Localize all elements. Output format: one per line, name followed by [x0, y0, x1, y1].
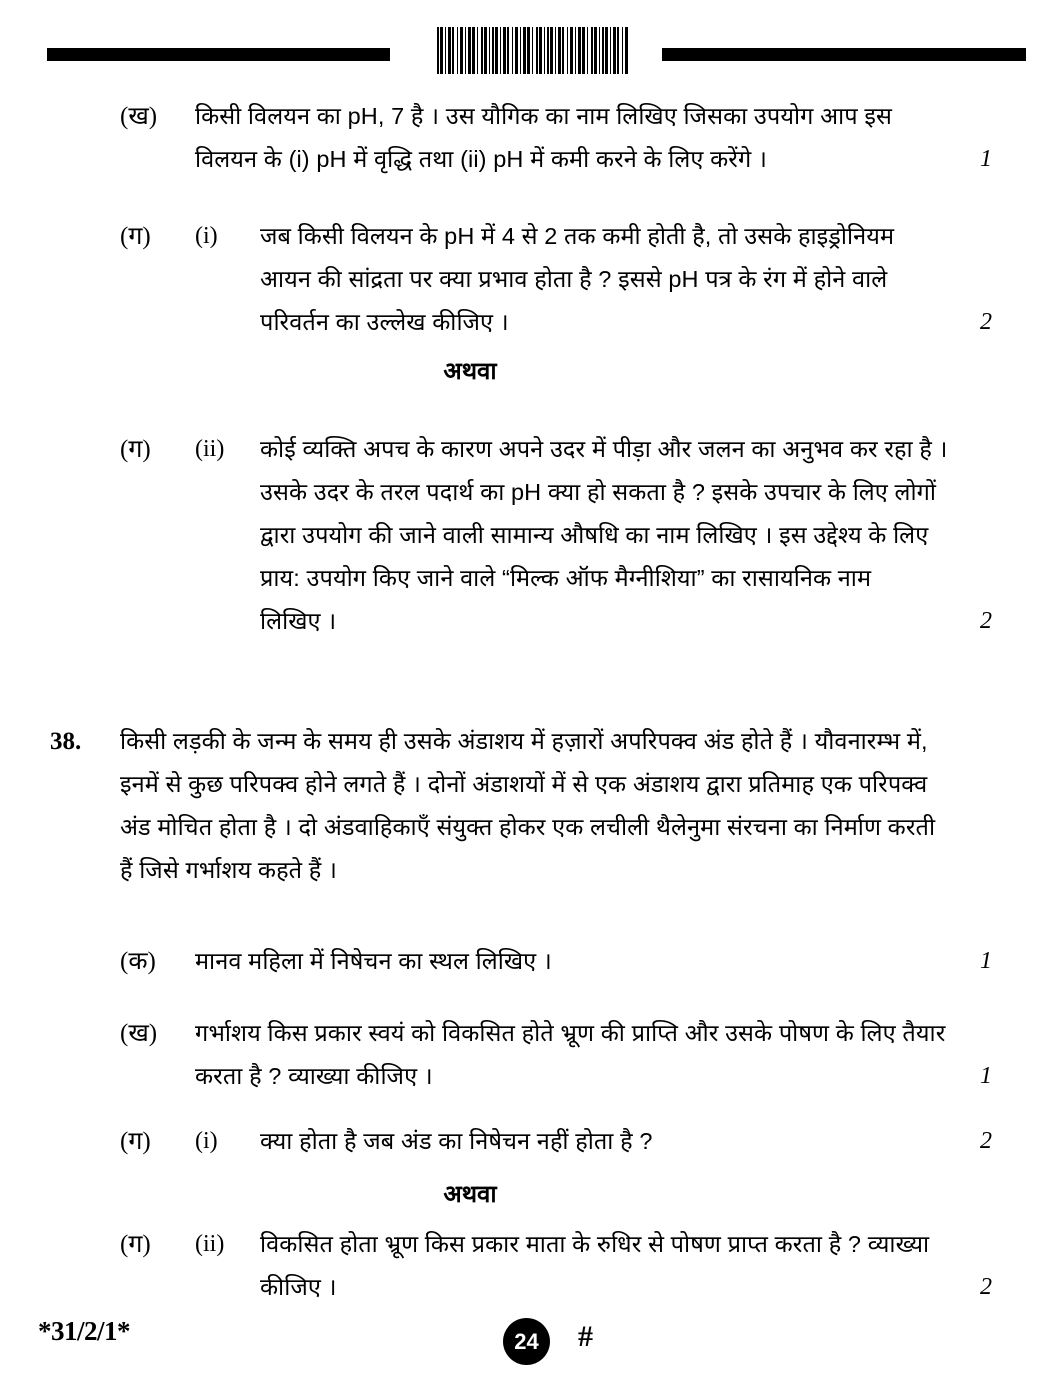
part-label-kha: (ख) — [120, 1020, 158, 1047]
page-footer — [0, 1308, 1046, 1378]
question-row-q37-ga-ii — [120, 428, 950, 643]
or-separator-first: अथवा — [443, 358, 497, 385]
text-line: हैं जिसे गर्भाशय कहते हैं । — [120, 857, 337, 883]
paper-code: *31/2/1* — [38, 1316, 131, 1346]
question-row-q37-kha — [120, 95, 950, 181]
part-label-ga: (ग) — [120, 223, 151, 250]
text-line: गर्भाशय किस प्रकार स्वयं को विकसित होते भ्रूण की प्राप्ति और उसके पोषण के लिए तैयार — [195, 1020, 946, 1046]
question-text-q38-stem — [120, 720, 1010, 892]
text-line: द्वारा उपयोग की जाने वाली सामान्य औषधि का नाम लिखिए । इस उद्देश्य के लिए — [260, 522, 929, 548]
marks-q38-ga-ii: 2 — [980, 1274, 992, 1300]
question-number-38: 38. — [50, 728, 82, 755]
text-line: उसके उदर के तरल पदार्थ का pH क्या हो सकता है ? इसके उपचार के लिए लोगों — [260, 479, 937, 505]
text-line: कोई व्यक्ति अपच के कारण अपने उदर में पीड़ा और जलन का अनुभव कर रहा है । — [260, 436, 948, 462]
question-row-q38-ga-i — [120, 1120, 950, 1163]
text-line: प्राय: उपयोग किए जाने वाले “मिल्क ऑफ मैग्नीशिया” का रासायनिक नाम — [260, 565, 872, 591]
marks-q37-ga-i: 2 — [980, 309, 992, 335]
text-line: क्या होता है जब अंड का निषेचन नहीं होता है ? — [260, 1128, 653, 1154]
text-line: विलयन के (i) pH में वृद्धि तथा (ii) pH में कमी करने के लिए करेंगे । — [195, 146, 767, 172]
marks-q38-ga-i: 2 — [980, 1128, 992, 1154]
part-label-ka: (क) — [120, 948, 156, 975]
header-rule-left — [47, 48, 390, 61]
question-text-q38-ga-i — [260, 1120, 950, 1163]
part-label-ga: (ग) — [120, 1231, 151, 1258]
text-line: किसी लड़की के जन्म के समय ही उसके अंडाशय में हज़ारों अपरिपक्व अंड होते हैं । यौवनारम्भ में, — [120, 728, 928, 754]
or-separator-second: अथवा — [443, 1181, 497, 1208]
question-row-q38-ka — [120, 940, 950, 983]
question-text-q38-ga-ii — [260, 1223, 950, 1309]
question-text-q37-ga-i — [260, 215, 950, 344]
text-line: अंड मोचित होता है । दो अंडवाहिकाएँ संयुक्त होकर एक लचीली थैलेनुमा संरचना का निर्माण करती — [120, 814, 936, 840]
marks-q37-ga-ii: 2 — [980, 608, 992, 634]
part-label-ga: (ग) — [120, 1128, 151, 1155]
part-roman-ii: (ii) — [195, 1231, 225, 1257]
text-line: लिखिए । — [260, 608, 337, 634]
text-line: आयन की सांद्रता पर क्या प्रभाव होता है ? इससे pH पत्र के रंग में होने वाले — [260, 266, 888, 292]
page-header — [0, 0, 1046, 90]
part-roman-ii: (ii) — [195, 436, 225, 462]
text-line: इनमें से कुछ परिपक्व होने लगते हैं । दोनों अंडाशयों में से एक अंडाशय द्वारा प्रतिमाह एक परिपक्व — [120, 771, 928, 797]
hash-symbol: # — [578, 1320, 593, 1353]
question-row-q37-ga-i — [120, 215, 950, 344]
marks-q37-kha: 1 — [980, 146, 992, 172]
header-rule-right — [662, 48, 1026, 61]
question-row-q38-stem — [50, 720, 1010, 892]
text-line: जब किसी विलयन के pH में 4 से 2 तक कमी होती है, तो उसके हाइड्रोनियम — [260, 223, 895, 249]
part-label-kha: (ख) — [120, 103, 158, 130]
question-row-q38-kha — [120, 1012, 960, 1098]
part-roman-i: (i) — [195, 1128, 218, 1154]
barcode-image — [437, 27, 630, 74]
text-line: विकसित होता भ्रूण किस प्रकार माता के रुधिर से पोषण प्राप्त करता है ? व्याख्या — [260, 1231, 930, 1257]
part-label-ga: (ग) — [120, 436, 151, 463]
text-line: करता है ? व्याख्या कीजिए । — [195, 1063, 433, 1089]
question-text-q37-ga-ii — [260, 428, 950, 643]
marks-q38-kha: 1 — [980, 1063, 992, 1089]
text-line: मानव महिला में निषेचन का स्थल लिखिए । — [195, 948, 552, 974]
question-text-q38-kha — [195, 1012, 960, 1098]
page-number-badge: 24 — [503, 1318, 550, 1365]
text-line: परिवर्तन का उल्लेख कीजिए । — [260, 309, 509, 335]
question-row-q38-ga-ii — [120, 1223, 950, 1309]
question-text-q38-ka — [195, 940, 950, 983]
marks-q38-ka: 1 — [980, 948, 992, 974]
text-line: कीजिए । — [260, 1274, 337, 1300]
part-roman-i: (i) — [195, 223, 218, 249]
question-text-q37-kha — [195, 95, 950, 181]
text-line: किसी विलयन का pH, 7 है । उस यौगिक का नाम लिखिए जिसका उपयोग आप इस — [195, 103, 892, 129]
